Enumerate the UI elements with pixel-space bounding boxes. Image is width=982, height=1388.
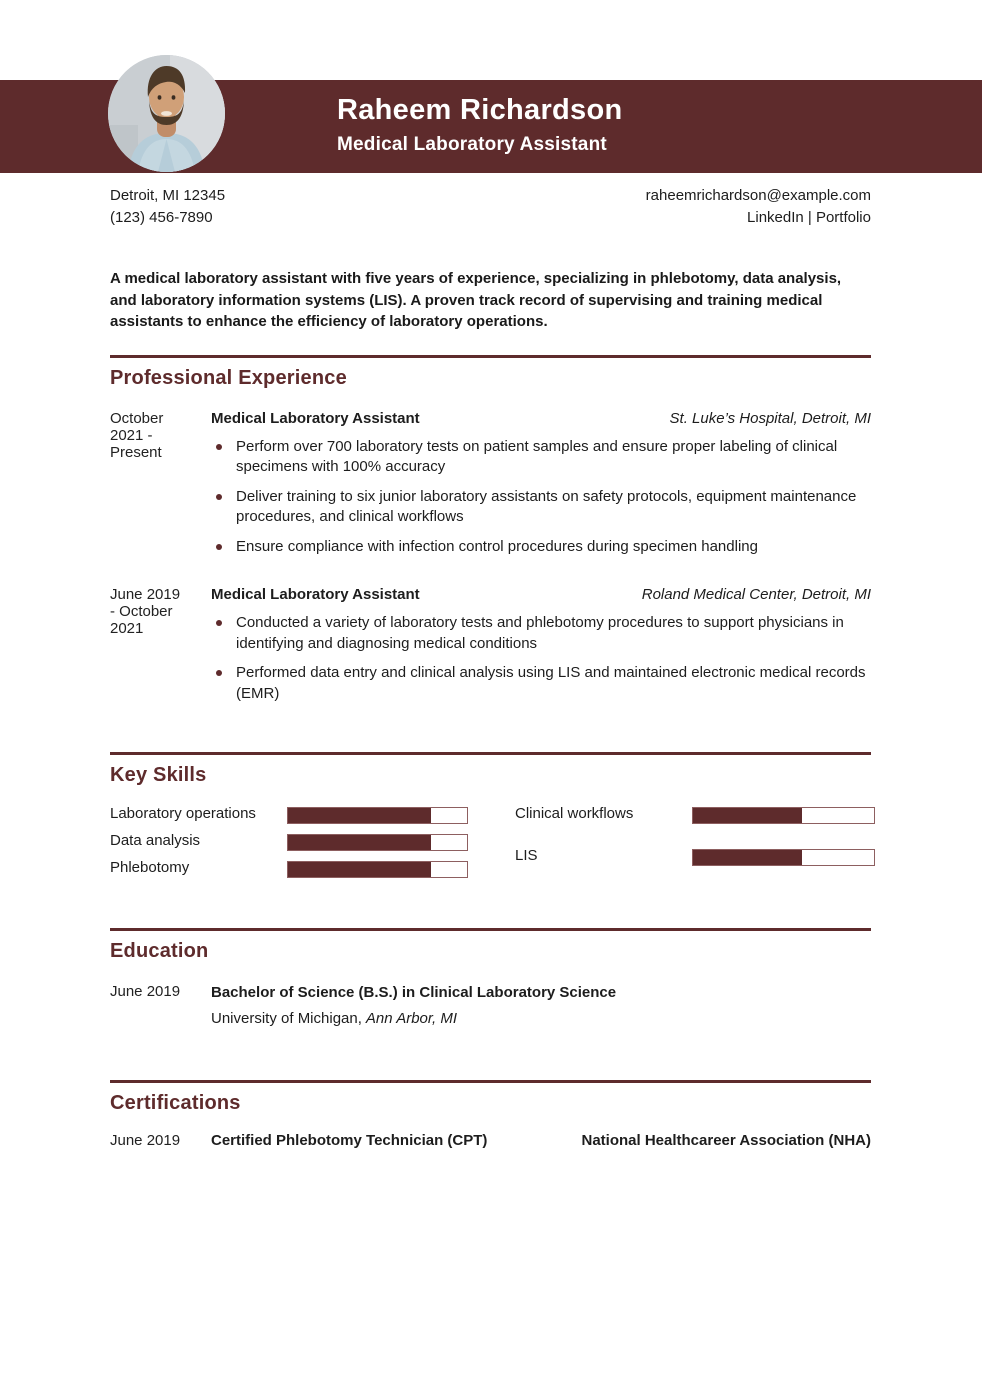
education-entry <box>110 983 871 1029</box>
contact-location: Detroit, MI 12345 <box>110 187 226 204</box>
skill-bar <box>692 849 875 866</box>
education-degree: Bachelor of Science (B.S.) in Clinical Laboratory Science <box>211 984 617 1001</box>
job-bullet: Conducted a variety of laboratory tests and phlebotomy procedures to support physicians in identifying and diagnosing medical conditions <box>211 613 871 654</box>
job-bullet: Ensure compliance with infection control procedures during specimen handling <box>211 537 871 558</box>
skill-label: Data analysis <box>110 832 201 849</box>
skill-bar <box>287 807 468 824</box>
certifications-heading: Certifications <box>110 1092 241 1114</box>
profile-photo-illustration <box>108 55 225 172</box>
contact-left <box>110 185 225 229</box>
skill-label: Clinical workflows <box>515 805 634 822</box>
certification-main <box>211 1132 871 1149</box>
education-school-location: Ann Arbor, MI <box>365 1010 458 1027</box>
section-divider <box>110 355 871 358</box>
skill-bar <box>287 861 468 878</box>
job-header <box>211 410 871 427</box>
skill-bar-fill <box>693 850 802 865</box>
education-school: University of Michigan, <box>211 1010 362 1027</box>
skill-bar-fill <box>693 808 802 823</box>
job-dates: October 2021 - Present <box>110 409 164 461</box>
section-divider <box>110 928 871 931</box>
certification-name: Certified Phlebotomy Technician (CPT) <box>211 1132 488 1149</box>
job-role: Medical Laboratory Assistant <box>211 586 420 603</box>
job-role: Medical Laboratory Assistant <box>211 409 420 427</box>
section-experience <box>110 355 871 714</box>
contact-section <box>110 185 871 229</box>
job-dates: June 2019 - October 2021 <box>110 586 181 637</box>
skills-column-left <box>110 806 468 887</box>
skill-bar-fill <box>288 835 431 850</box>
skill-row <box>515 806 875 824</box>
job-bullet: Perform over 700 laboratory tests on patient samples and ensure proper labeling of clinical specimens with 100% accuracy <box>211 437 871 478</box>
skill-row <box>110 806 468 824</box>
contact-right <box>646 185 871 229</box>
job-company: St. Luke’s Hospital, Detroit, MI <box>669 409 871 427</box>
experience-entry-2 <box>110 586 871 713</box>
certification-date: June 2019 <box>110 1132 181 1149</box>
skill-label: LIS <box>515 847 538 864</box>
job-bullet-list <box>211 437 871 558</box>
education-school-line <box>211 1009 871 1029</box>
contact-email[interactable]: raheemrichardson@example.com <box>645 187 871 204</box>
section-divider <box>110 752 871 755</box>
professional-summary: A medical laboratory assistant with five years of experience, specializing in phlebotomy, data analysis, and laboratory information systems (LIS). A proven track record of supervising and training medical assistants to enhance the efficiency of laboratory operations. <box>110 270 842 330</box>
skill-bar-fill <box>288 808 431 823</box>
job-bullet: Deliver training to six junior laboratory assistants on safety protocols, equipment maintenance procedures, and clinical workflows <box>211 487 871 528</box>
contact-links[interactable]: LinkedIn | Portfolio <box>747 209 871 226</box>
job-company: Roland Medical Center, Detroit, MI <box>641 586 871 603</box>
job-bullet-list <box>211 613 871 704</box>
job-main <box>211 410 871 567</box>
section-skills <box>110 752 871 887</box>
person-job-title: Medical Laboratory Assistant <box>337 133 607 155</box>
skills-grid <box>110 806 871 887</box>
contact-phone: (123) 456-7890 <box>110 209 213 226</box>
section-certifications <box>110 1080 871 1149</box>
skill-bar <box>692 807 875 824</box>
skill-bar <box>287 834 468 851</box>
person-name: Raheem Richardson <box>337 94 623 126</box>
skill-label: Laboratory operations <box>110 805 256 822</box>
job-main <box>211 586 871 713</box>
section-education <box>110 928 871 1029</box>
skills-heading: Key Skills <box>110 764 207 786</box>
skill-row <box>110 833 468 851</box>
profile-photo <box>108 55 225 172</box>
skills-column-right <box>515 806 875 887</box>
section-divider <box>110 1080 871 1083</box>
certification-entry <box>110 1132 871 1149</box>
education-heading: Education <box>110 940 209 962</box>
education-main <box>211 983 871 1029</box>
experience-heading: Professional Experience <box>110 366 347 389</box>
education-date: June 2019 <box>110 983 181 1000</box>
skill-row <box>515 848 875 866</box>
certification-issuer: National Healthcareer Association (NHA) <box>581 1132 871 1149</box>
header-text-block <box>337 95 623 156</box>
job-bullet: Performed data entry and clinical analysis using LIS and maintained electronic medical records (EMR) <box>211 663 871 704</box>
skill-bar-fill <box>288 862 431 877</box>
job-header <box>211 586 871 603</box>
skill-row <box>110 860 468 878</box>
skill-label: Phlebotomy <box>110 859 190 876</box>
resume-content <box>0 185 982 1149</box>
experience-entry-1 <box>110 410 871 567</box>
